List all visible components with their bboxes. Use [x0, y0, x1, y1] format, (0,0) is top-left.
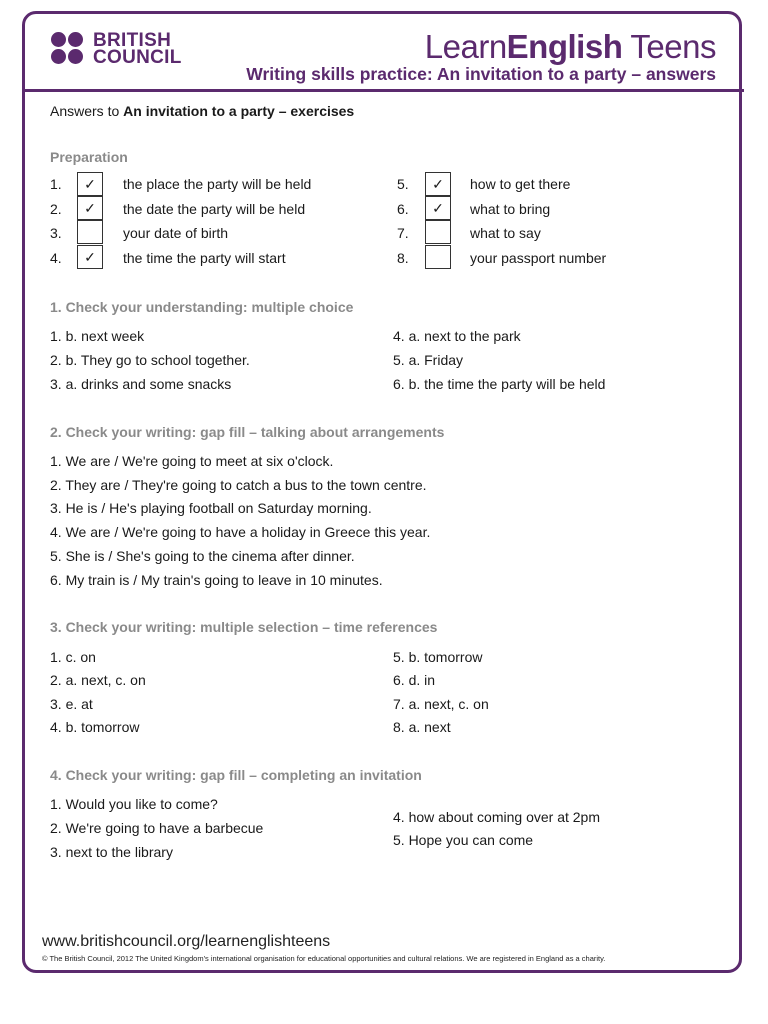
answer-item: 1. We are / We're going to meet at six o'clock. [50, 453, 334, 469]
footer-legal: © The British Council, 2012 The United Kingdom's international organisation for educational opportunities and cultural relations. We are registered in England as a charity. [42, 954, 606, 963]
section-heading: 1. Check your understanding: multiple choice [50, 299, 354, 315]
learnenglish-teens-logo: LearnEnglish Teens [424, 28, 716, 65]
prep-text: your passport number [470, 250, 607, 266]
answer-item: 5. a. Friday [393, 352, 464, 368]
prep-text: what to bring [470, 201, 551, 217]
prep-text: your date of birth [123, 225, 229, 241]
answer-item: 4. We are / We're going to have a holiday in Greece this year. [50, 524, 431, 540]
page-title: Writing skills practice: An invitation to a party – answers [246, 64, 716, 84]
answer-item: 5. She is / She's going to the cinema after dinner. [50, 548, 355, 564]
header-divider [22, 89, 744, 92]
intro-line: Answers to An invitation to a party – exercises [50, 103, 355, 119]
answer-item: 1. Would you like to come? [50, 796, 218, 812]
answer-item: 2. We're going to have a barbecue [50, 820, 264, 836]
prep-num: 4. [50, 250, 62, 266]
answer-item: 8. a. next [393, 719, 451, 735]
prep-checkbox [425, 220, 451, 244]
section-heading: 4. Check your writing: gap fill – completing an invitation [50, 767, 422, 783]
prep-text: the time the party will start [123, 250, 286, 266]
prep-num: 1. [50, 176, 62, 192]
section-heading: 2. Check your writing: gap fill – talking about arrangements [50, 424, 445, 440]
prep-checkbox [77, 220, 103, 244]
prep-num: 2. [50, 201, 62, 217]
answer-item: 6. d. in [393, 672, 436, 688]
prep-num: 7. [397, 225, 409, 241]
prep-checkbox: ✓ [77, 245, 103, 269]
answer-item: 2. a. next, c. on [50, 672, 146, 688]
prep-text: the date the party will be held [123, 201, 306, 217]
prep-checkbox: ✓ [77, 196, 103, 220]
prep-text: what to say [470, 225, 541, 241]
prep-checkbox: ✓ [425, 172, 451, 196]
answer-item: 2. b. They go to school together. [50, 352, 250, 368]
answer-item: 4. b. tomorrow [50, 719, 140, 735]
answer-item: 3. a. drinks and some snacks [50, 376, 232, 392]
prep-text: how to get there [470, 176, 571, 192]
answer-item: 6. My train is / My train's going to leave in 10 minutes. [50, 572, 383, 588]
answer-item: 3. He is / He's playing football on Saturday morning. [50, 500, 372, 516]
prep-num: 3. [50, 225, 62, 241]
answer-item: 4. a. next to the park [393, 328, 521, 344]
answer-item: 5. Hope you can come [393, 832, 534, 848]
answer-item: 6. b. the time the party will be held [393, 376, 606, 392]
preparation-heading: Preparation [50, 149, 128, 165]
footer-url: www.britishcouncil.org/learnenglishteens [42, 933, 331, 950]
answer-item: 7. a. next, c. on [393, 696, 489, 712]
prep-checkbox [425, 245, 451, 269]
prep-num: 6. [397, 201, 409, 217]
section-heading: 3. Check your writing: multiple selection – time references [50, 619, 438, 635]
answer-item: 2. They are / They're going to catch a bus to the town centre. [50, 477, 427, 493]
answer-item: 3. e. at [50, 696, 93, 712]
prep-text: the place the party will be held [123, 176, 312, 192]
answer-item: 1. b. next week [50, 328, 145, 344]
answer-item: 3. next to the library [50, 844, 173, 860]
prep-num: 5. [397, 176, 409, 192]
answer-item: 1. c. on [50, 649, 96, 665]
prep-checkbox: ✓ [77, 172, 103, 196]
prep-num: 8. [397, 250, 409, 266]
answer-item: 4. how about coming over at 2pm [393, 809, 601, 825]
prep-checkbox: ✓ [425, 196, 451, 220]
answer-item: 5. b. tomorrow [393, 649, 483, 665]
